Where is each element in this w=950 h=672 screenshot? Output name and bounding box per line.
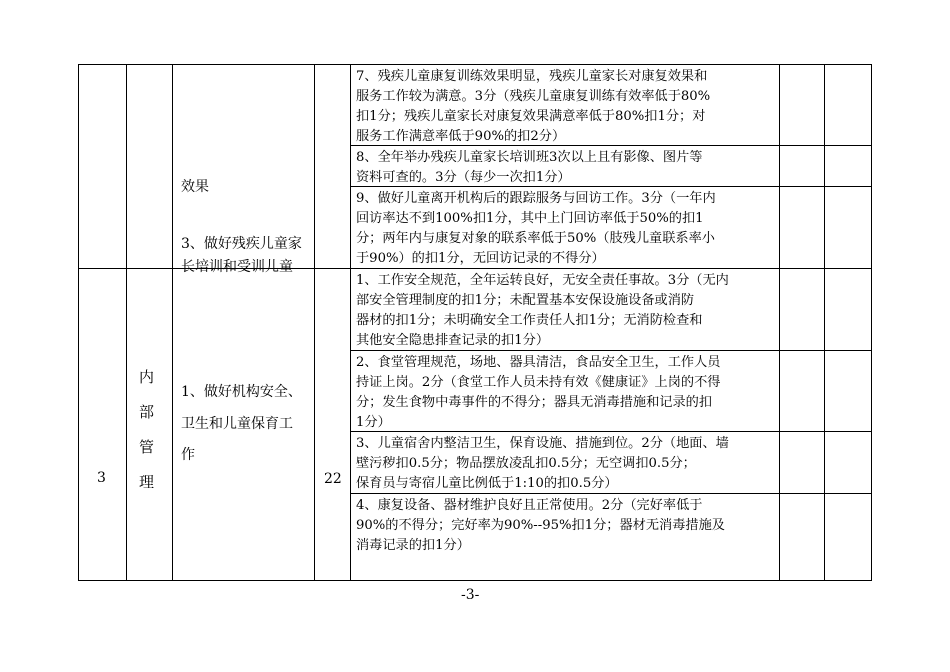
criterion-line: 器材的扣1分；未明确安全工作责任人扣1分；无消防检查和 bbox=[356, 313, 703, 328]
column-divider bbox=[126, 64, 127, 581]
category-char: 内 bbox=[139, 368, 155, 386]
criterion-line: 90%的不得分；完好率为90%--95%扣1分；器材无消毒措施及 bbox=[356, 518, 725, 533]
column-divider bbox=[779, 64, 780, 581]
row-divider bbox=[350, 431, 872, 432]
criterion-line: 3、儿童宿舍内整洁卫生，保育设施、措施到位。2分（地面、墙 bbox=[356, 436, 729, 451]
criterion-line: 4、康复设备、器材维护良好且正常使用。2分（完好率低于 bbox=[356, 498, 703, 513]
criterion-line: 持证上岗。2分（食堂工作人员未持有效《健康证》上岗的不得 bbox=[356, 375, 721, 390]
criterion-line: 壁污秽扣0.5分；物品摆放凌乱扣0.5分；无空调扣0.5分； bbox=[356, 456, 696, 471]
column-divider bbox=[78, 64, 79, 581]
row-number: 3 bbox=[97, 470, 106, 486]
category-char: 理 bbox=[139, 473, 155, 491]
content-text: 作 bbox=[181, 447, 195, 463]
column-divider bbox=[871, 64, 872, 581]
content-text: 卫生和儿童保育工 bbox=[181, 416, 293, 432]
criterion-line: 1分） bbox=[356, 415, 391, 430]
column-divider bbox=[824, 64, 825, 581]
criterion-line: 分；两年内与康复对象的联系率低于50%（肢残儿童联系率小 bbox=[356, 231, 715, 246]
criterion-line: 回访率达不到100%扣1分，其中上门回访率低于50%的扣1 bbox=[356, 211, 704, 226]
criterion-line: 部安全管理制度的扣1分；未配置基本安保设施设备或消防 bbox=[356, 293, 695, 308]
criterion-line: 服务工作满意率低于90%的扣2分） bbox=[356, 129, 566, 144]
criterion-line: 1、工作安全规范，全年运转良好，无安全责任事故。3分（无内 bbox=[356, 273, 729, 288]
criterion-line: 扣1分；残疾儿童家长对康复效果满意率低于80%扣1分；对 bbox=[356, 109, 706, 124]
criterion-line: 7、残疾儿童康复训练效果明显，残疾儿童家长对康复效果和 bbox=[356, 69, 708, 84]
content-text: 3、做好残疾儿童家 bbox=[181, 236, 302, 252]
content-text: 长培训和受训儿童 bbox=[181, 259, 293, 275]
criterion-line: 消毒记录的扣1分） bbox=[356, 538, 470, 553]
page-number: -3- bbox=[461, 587, 480, 603]
criterion-line: 服务工作较为满意。3分（残疾儿童康复训练有效率低于80% bbox=[356, 89, 711, 104]
category-char: 部 bbox=[139, 403, 155, 421]
criterion-line: 于90%）的扣1分，无回访记录的不得分） bbox=[356, 251, 605, 266]
criterion-line: 分；发生食物中毒事件的不得分；器具无消毒措施和记录的扣 bbox=[356, 395, 713, 410]
criterion-line: 9、做好儿童离开机构后的跟踪服务与回访工作。3分（一年内 bbox=[356, 191, 716, 206]
criterion-line: 资料可查的。3分（每少一次扣1分） bbox=[356, 170, 571, 185]
content-text: 效果 bbox=[181, 179, 209, 195]
criterion-line: 8、全年举办残疾儿童家长培训班3次以上且有影像、图片等 bbox=[356, 150, 703, 165]
criterion-line: 其他安全隐患排查记录的扣1分） bbox=[356, 333, 550, 348]
column-divider bbox=[314, 64, 315, 581]
category-char: 管 bbox=[139, 438, 155, 456]
column-divider bbox=[350, 64, 351, 581]
table-bottom-border bbox=[78, 580, 872, 581]
content-text: 1、做好机构安全、 bbox=[181, 384, 302, 400]
criterion-line: 保育员与寄宿儿童比例低于1:10的扣0.5分） bbox=[356, 476, 618, 491]
criterion-line: 2、食堂管理规范，场地、器具清洁，食品安全卫生，工作人员 bbox=[356, 355, 721, 370]
table-top-border bbox=[78, 64, 872, 65]
score: 22 bbox=[324, 471, 342, 487]
column-divider bbox=[172, 64, 173, 581]
